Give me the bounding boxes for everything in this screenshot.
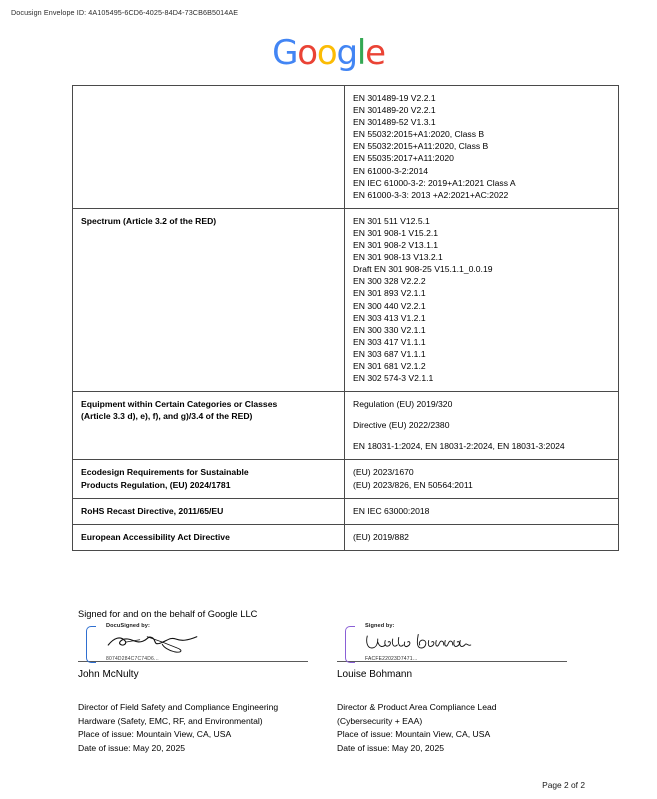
label-line: Spectrum (Article 3.2 of the RED) [81,215,217,226]
google-letter-l: l [356,33,366,73]
signed-by-label: DocuSigned by: [106,623,150,629]
standard-line: Draft EN 301 908-25 V15.1.1_0.0.19 [353,264,493,275]
signer-detail-line: (Cybersecurity + EAA) [337,715,423,726]
signer-name: John McNulty [78,669,139,680]
standards-value-cell [345,208,619,391]
table-row [73,208,619,391]
standard-paragraph: Directive (EU) 2022/2380 [353,420,450,431]
table-row [73,460,619,498]
docusign-stamp [337,624,567,664]
table-row [73,392,619,460]
signer-detail-line: Place of issue: Mountain View, CA, USA [78,729,232,740]
signer-detail-line: Director of Field Safety and Compliance Engineering [78,702,279,712]
handwritten-signature-icon [359,630,479,654]
standard-line: EN 61000-3-2:2014 [353,165,429,176]
requirement-label-cell [73,86,345,209]
standard-line: EN 301 908-2 V13.1.1 [353,240,439,251]
handwritten-signature-icon [100,630,220,654]
table-row [73,524,619,550]
label-line: Products Regulation, (EU) 2024/1781 [81,479,231,490]
standard-line: EN 55035:2017+A11:2020 [353,153,454,164]
standard-line: EN 301 908-1 V15.2.1 [353,227,439,238]
standards-value-cell [345,86,619,209]
signature-hash: 8074D284C7C74D6... [106,656,159,662]
table-row [73,498,619,524]
docusign-bracket-icon [345,626,355,663]
signature-intro-text: Signed for and on the behalf of Google LLC [78,609,258,619]
google-letter-e: e [365,33,385,73]
label-line: European Accessibility Act Directive [81,531,230,542]
standard-line: EN 303 413 V1.2.1 [353,312,426,323]
label-line: Ecodesign Requirements for Sustainable [81,467,249,478]
compliance-standards-table [72,85,619,551]
standard-line: EN 301 908-13 V13.2.1 [353,252,443,263]
label-line: Equipment within Certain Categories or Classes [81,399,278,410]
requirement-label-cell [73,460,345,498]
signer-detail-line: Hardware (Safety, EMC, RF, and Environmental) [78,715,263,726]
signature-block-right [337,624,567,755]
signer-detail-line: Place of issue: Mountain View, CA, USA [337,729,491,740]
standards-value-cell [345,524,619,550]
google-logo [0,33,657,73]
signer-details [337,701,567,755]
docusign-bracket-icon [86,626,96,663]
standard-line: EN 303 417 V1.1.1 [353,336,426,347]
standard-line: EN 55032:2015+A11:2020, Class B [353,141,489,152]
table-row [73,86,619,209]
google-letter-o: o [316,33,337,73]
google-letter-o: o [297,33,317,73]
standard-line: EN 301 893 V2.1.1 [353,288,426,299]
standard-line: EN 301 681 V2.1.2 [353,360,426,371]
standard-line: EN 301489-52 V1.3.1 [353,117,436,128]
table-body [73,86,619,551]
label-line: (Article 3.3 d), e), f), and g)/3.4 of the RED) [81,411,253,422]
standard-line: EN 61000-3-3: 2013 +A2:2021+AC:2022 [353,189,509,200]
signer-detail-line: Director & Product Area Compliance Lead [337,702,497,712]
requirement-label-cell [73,524,345,550]
standard-line: EN 302 574-3 V2.1.1 [353,373,434,384]
signer-details [78,701,308,755]
signer-detail-line: Date of issue: May 20, 2025 [337,742,445,753]
standards-value-cell [345,498,619,524]
standards-value-cell [345,460,619,498]
google-wordmark [272,33,385,73]
signer-detail-line: Date of issue: May 20, 2025 [78,742,186,753]
standards-value-cell [345,392,619,460]
signature-block-left [78,624,308,755]
google-letter-G: G [272,33,298,73]
docusign-envelope-id: Docusign Envelope ID: 4A105495-6CD6-4025-84D4-73CB6B5014AE [11,8,239,17]
docusign-stamp [78,624,308,664]
signed-by-label: Signed by: [365,623,395,629]
google-letter-g: g [336,33,357,73]
standard-paragraph: Regulation (EU) 2019/320 [353,399,453,410]
requirement-label-cell [73,208,345,391]
standard-line: EN 301489-19 V2.2.1 [353,93,436,103]
standard-paragraph: EN 18031-1:2024, EN 18031-2:2024, EN 18031-3:2024 [353,441,565,452]
standard-line: EN 301 511 V12.5.1 [353,215,430,226]
standard-line: EN 301489-20 V2.2.1 [353,105,436,116]
standard-line: EN IEC 63000:2018 [353,505,430,516]
requirement-label-cell [73,392,345,460]
signature-hash: FACFE22023D7471... [365,656,418,662]
requirement-label-cell [73,498,345,524]
page-number-footer: Page 2 of 2 [542,780,585,790]
label-line: RoHS Recast Directive, 2011/65/EU [81,505,224,516]
standard-line: (EU) 2023/1670 [353,467,414,478]
standard-line: EN 300 440 V2.2.1 [353,300,426,311]
standard-line: EN 55032:2015+A1:2020, Class B [353,129,485,140]
standard-line: (EU) 2023/826, EN 50564:2011 [353,479,473,490]
standard-line: EN 300 330 V2.1.1 [353,324,426,335]
standard-line: EN 300 328 V2.2.2 [353,276,426,287]
signer-name: Louise Bohmann [337,669,413,680]
standard-line: (EU) 2019/882 [353,531,409,542]
standard-line: EN 303 687 V1.1.1 [353,348,426,359]
standard-line: EN IEC 61000-3-2: 2019+A1:2021 Class A [353,177,516,188]
